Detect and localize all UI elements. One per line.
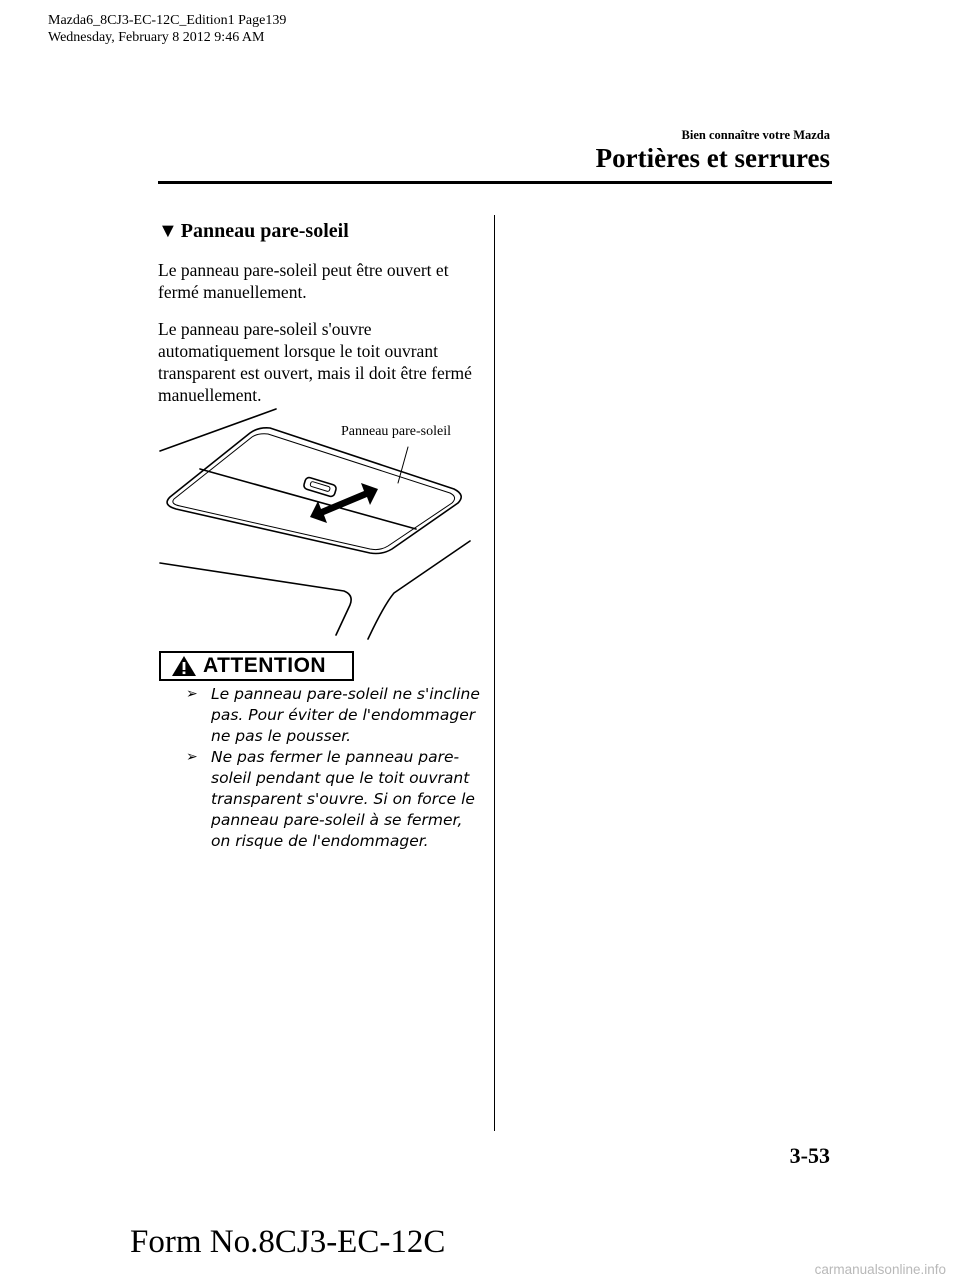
form-number: Form No.8CJ3-EC-12C: [130, 1224, 446, 1260]
watermark: carmanualsonline.info: [814, 1262, 946, 1277]
warning-list: [186, 684, 486, 852]
print-header: [48, 12, 286, 46]
paragraph-auto-open: Le panneau pare-soleil s'ouvre automatiquement lorsque le toit ouvrant transparent est ouvert, mais il doit être fermé manuellement.: [158, 319, 472, 405]
warning-text: Ne pas fermer le panneau pare-soleil pendant que le toit ouvrant transparent s'ouvre. Si on force le panneau pare-soleil à se fermer, on risque de l'endommager.: [211, 748, 475, 850]
attention-box: [159, 651, 354, 681]
list-item: [186, 747, 486, 852]
warning-text: Le panneau pare-soleil ne s'incline pas. Pour éviter de l'endommager ne pas le pousser.: [211, 685, 480, 745]
print-header-date: Wednesday, February 8 2012 9:46 AM: [48, 30, 265, 45]
column-divider: [494, 215, 495, 1131]
triangle-marker-icon: ▼: [158, 220, 178, 242]
arrow-bullet-icon: ➢: [186, 749, 198, 765]
page-number: 3-53: [789, 1143, 830, 1168]
subsection-heading: [158, 220, 349, 243]
chapter-title: Bien connaître votre Mazda: [681, 128, 830, 142]
sunshade-illustration: [158, 405, 478, 643]
section-title: Portières et serrures: [595, 143, 830, 173]
heading-text: Panneau pare-soleil: [180, 220, 349, 242]
list-item: [186, 684, 486, 747]
arrow-bullet-icon: ➢: [186, 686, 198, 702]
print-header-file: Mazda6_8CJ3-EC-12C_Edition1 Page139: [48, 13, 287, 28]
illustration-label: Panneau pare-soleil: [341, 424, 452, 439]
warning-triangle-icon: [171, 655, 197, 677]
paragraph-manual-operation: Le panneau pare-soleil peut être ouvert et fermé manuellement.: [158, 260, 449, 302]
attention-label: ATTENTION: [203, 654, 327, 677]
header-rule: [158, 181, 832, 184]
